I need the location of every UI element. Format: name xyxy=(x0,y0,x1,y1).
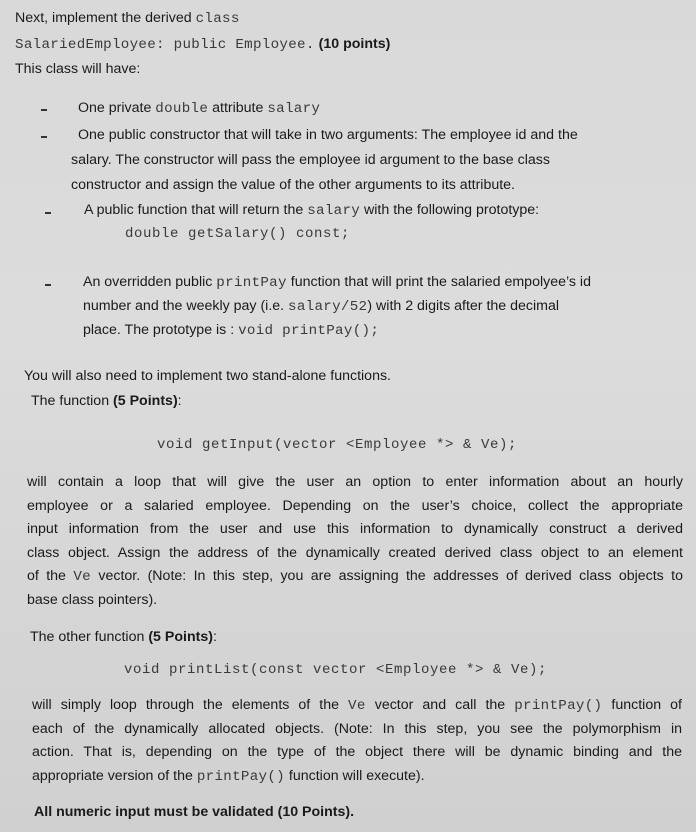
function-2-label: The other function (5 Points): xyxy=(30,629,217,645)
intro-line-3: This class will have: xyxy=(15,61,141,77)
bullet-printpay-line-1: An overridden public printPay function that will print the salaried empolyee’s id xyxy=(83,274,591,291)
bullet-constructor-line-1: One public constructor that will take in two arguments: The employee id and the xyxy=(78,127,578,143)
paragraph-line: base class pointers). xyxy=(27,591,158,608)
bullet-constructor-line-3: constructor and assign the value of the other arguments to its attribute. xyxy=(71,177,516,193)
intro-line-1: Next, implement the derived class xyxy=(15,10,240,27)
paragraph-line: of the Ve vector. (Note: In this step, you are assigning the addresses of derived class objects to xyxy=(27,568,683,585)
printlist-description xyxy=(32,694,682,788)
paragraph-line: will contain a loop that will give the user an option to enter information about an hourly xyxy=(27,474,683,490)
bullet-constructor-line-2: salary. The constructor will pass the employee id argument to the base class xyxy=(71,152,550,168)
bullet-dash xyxy=(41,136,47,138)
intro-line-2: SalariedEmployee: public Employee. (10 points) xyxy=(15,36,391,53)
paragraph-line: each of the dynamically allocated objects. (Note: In this step, you see the polymorphism in xyxy=(32,720,682,737)
bullet-dash xyxy=(41,109,47,111)
getinput-description xyxy=(27,471,683,612)
paragraph-line: appropriate version of the printPay() function will execute). xyxy=(32,767,425,785)
paragraph-line: employee or a salaried employee. Depending on the user’s choice, collect the appropriate xyxy=(27,497,683,514)
paragraph-line: class object. Assign the address of the dynamically created derived class object to an element xyxy=(27,544,683,561)
paragraph-line: will simply loop through the elements of the Ve vector and call the printPay() function of xyxy=(32,697,682,714)
bullet-printpay-line-3: place. The prototype is : void printPay(); xyxy=(83,322,380,339)
bullet-private-attribute: One private double attribute salary xyxy=(78,100,321,117)
paragraph-line: action. That is, depending on the type of the object there will be dynamic binding and the xyxy=(32,744,682,760)
bullet-printpay-line-2: number and the weekly pay (i.e. salary/52) with 2 digits after the decimal xyxy=(83,298,559,315)
functions-intro: You will also need to implement two stand-alone functions. xyxy=(24,368,391,384)
getsalary-prototype: double getSalary() const; xyxy=(125,226,351,242)
function-1-label: The function (5 Points): xyxy=(31,393,182,409)
getinput-prototype: void getInput(vector <Employee *> & Ve); xyxy=(157,437,518,453)
validation-note: All numeric input must be validated (10 Points). xyxy=(34,804,355,820)
printlist-prototype: void printList(const vector <Employee *> & Ve); xyxy=(124,662,548,678)
bullet-dash xyxy=(45,284,51,286)
bullet-getter-line: A public function that will return the salary with the following prototype: xyxy=(84,202,540,219)
bullet-dash xyxy=(45,212,51,214)
paragraph-line: input information from the user and use this information to dynamically construct a derived xyxy=(27,521,683,537)
